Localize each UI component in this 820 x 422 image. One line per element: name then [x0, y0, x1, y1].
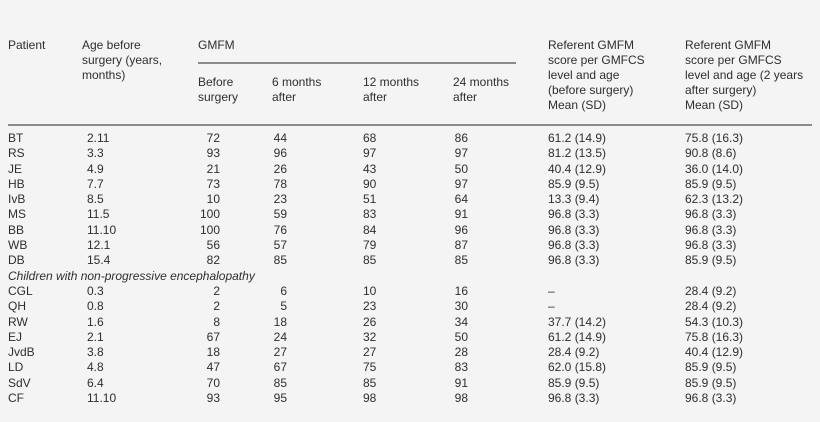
- header-line: (before surgery): [548, 83, 634, 97]
- gmfm-before-cell: 70: [206, 375, 220, 390]
- table-row: [0, 223, 820, 238]
- header-referent-before: [548, 38, 645, 113]
- header-before: [198, 75, 238, 105]
- gmfm-24-months-cell: 16: [454, 283, 468, 298]
- age-cell: 2.11: [87, 131, 110, 145]
- patient-cell: IvB: [8, 192, 26, 207]
- header-line: level and age: [548, 68, 620, 82]
- patient-cell: CF: [8, 391, 24, 406]
- age-cell: 1.6: [87, 314, 104, 329]
- patient-cell: JE: [8, 161, 23, 176]
- age-cell: 0.3: [87, 283, 104, 298]
- referent-before-cell: –: [548, 283, 555, 298]
- gmfm-6-months-cell: 5: [280, 299, 287, 314]
- referent-before-cell: 96.8 (3.3): [548, 238, 600, 253]
- patient-cell: RS: [8, 146, 25, 161]
- gmfm-6-months-cell: 59: [273, 207, 287, 222]
- gmfm-24-months-cell: 98: [454, 391, 468, 406]
- gmfm-6-months-cell: 78: [273, 176, 287, 191]
- referent-after-cell: 28.4 (9.2): [685, 283, 737, 298]
- header-line: after: [453, 90, 478, 104]
- gmfm-before-cell: 56: [206, 238, 220, 253]
- table-row: [0, 192, 820, 207]
- referent-after-cell: 40.4 (12.9): [685, 345, 744, 360]
- gmfm-24-months-cell: 87: [454, 238, 468, 253]
- gmfm-24-months-cell: 97: [454, 146, 468, 161]
- table-row: [0, 376, 820, 391]
- gmfm-24-months-cell: 28: [454, 345, 468, 360]
- referent-before-cell: –: [548, 299, 555, 314]
- subheading-row: [0, 269, 820, 284]
- gmfm-24-months-cell: 85: [454, 253, 468, 268]
- referent-before-cell: 61.2 (14.9): [548, 329, 607, 344]
- header-age: [82, 38, 162, 83]
- gmfm-12-months-cell: 79: [363, 238, 377, 253]
- age-cell: 11.10: [87, 391, 117, 406]
- patient-cell: MS: [8, 207, 26, 222]
- referent-before-cell: 61.2 (14.9): [548, 131, 607, 145]
- gmfm-24-months-cell: 86: [454, 131, 468, 145]
- header-line: after: [363, 90, 388, 104]
- table-row: [0, 253, 820, 268]
- referent-after-cell: 85.9 (9.5): [685, 375, 737, 390]
- gmfm-12-months-cell: 10: [363, 283, 377, 298]
- patient-cell: QH: [8, 299, 26, 314]
- patient-cell: CGL: [8, 283, 33, 298]
- patient-cell: LD: [8, 360, 24, 375]
- table-row: [0, 207, 820, 222]
- header-12-months: [363, 75, 419, 105]
- table-row: [0, 146, 820, 161]
- gmfm-12-months-cell: 43: [363, 161, 377, 176]
- referent-after-cell: 62.3 (13.2): [685, 192, 744, 207]
- age-cell: 0.8: [87, 299, 104, 314]
- table-row: [0, 345, 820, 360]
- header-line: score per GMFCS: [685, 53, 782, 67]
- referent-before-cell: 62.0 (15.8): [548, 360, 607, 375]
- table-row: [0, 360, 820, 375]
- gmfm-before-cell: 93: [206, 146, 220, 161]
- header-age-line: Age before: [82, 38, 141, 52]
- header-line: 6 months: [272, 75, 322, 89]
- gmfm-12-months-cell: 68: [363, 131, 377, 145]
- patient-cell: SdV: [8, 375, 31, 390]
- age-cell: 3.3: [87, 146, 104, 161]
- gmfm-12-months-cell: 97: [363, 146, 377, 161]
- gmfm-6-months-cell: 26: [273, 161, 287, 176]
- gmfm-12-months-cell: 90: [363, 176, 377, 191]
- gmfm-before-cell: 100: [199, 222, 220, 237]
- referent-before-cell: 96.8 (3.3): [548, 222, 600, 237]
- gmfm-before-cell: 72: [206, 131, 220, 145]
- data-table: [0, 131, 820, 406]
- gmfm-12-months-cell: 85: [363, 253, 377, 268]
- gmfm-24-months-cell: 50: [454, 329, 468, 344]
- gmfm-12-months-cell: 26: [363, 314, 377, 329]
- gmfm-24-months-cell: 91: [454, 207, 468, 222]
- gmfm-6-months-cell: 76: [273, 222, 287, 237]
- gmfm-12-months-cell: 98: [363, 391, 377, 406]
- referent-after-cell: 96.8 (3.3): [685, 391, 737, 406]
- patient-cell: EJ: [8, 329, 23, 344]
- gmfm-before-cell: 10: [206, 192, 220, 207]
- header-rule: [8, 124, 812, 126]
- gmfm-before-cell: 73: [206, 176, 220, 191]
- gmfm-24-months-cell: 97: [454, 176, 468, 191]
- patient-cell: HB: [8, 176, 25, 191]
- gmfm-6-months-cell: 23: [273, 192, 287, 207]
- header-gmfm: GMFM: [198, 38, 235, 52]
- age-cell: 15.4: [87, 253, 111, 268]
- header-line: Mean (SD): [685, 98, 744, 112]
- referent-after-cell: 36.0 (14.0): [685, 161, 744, 176]
- referent-after-cell: 54.3 (10.3): [685, 314, 744, 329]
- header-line: 24 months: [453, 75, 510, 89]
- table-row: [0, 162, 820, 177]
- table-row: [0, 391, 820, 406]
- gmfm-12-months-cell: 85: [363, 375, 377, 390]
- patient-cell: BB: [8, 222, 25, 237]
- table-row: [0, 177, 820, 192]
- header-line: after: [272, 90, 297, 104]
- header-24-months: [453, 75, 509, 105]
- age-cell: 8.5: [87, 192, 104, 207]
- gmfm-6-months-cell: 18: [273, 314, 287, 329]
- header-age-line: surgery (years,: [82, 53, 163, 67]
- referent-before-cell: 28.4 (9.2): [548, 345, 600, 360]
- header-line: Referent GMFM: [548, 38, 635, 52]
- gmfm-6-months-cell: 44: [273, 131, 287, 145]
- gmfm-12-months-cell: 32: [363, 329, 377, 344]
- header-line: Before: [198, 75, 234, 89]
- gmfm-before-cell: 2: [213, 299, 220, 314]
- gmfm-before-cell: 67: [206, 329, 220, 344]
- age-cell: 2.1: [87, 329, 104, 344]
- referent-after-cell: 96.8 (3.3): [685, 222, 737, 237]
- gmfm-12-months-cell: 75: [363, 360, 377, 375]
- header-line: surgery: [198, 90, 239, 104]
- gmfm-24-months-cell: 50: [454, 161, 468, 176]
- table-row: [0, 238, 820, 253]
- referent-after-cell: 75.8 (16.3): [685, 329, 744, 344]
- gmfm-before-cell: 8: [213, 314, 220, 329]
- header-line: after surgery): [685, 83, 757, 97]
- header-line: 12 months: [363, 75, 420, 89]
- referent-before-cell: 96.8 (3.3): [548, 207, 600, 222]
- gmfm-before-cell: 47: [206, 360, 220, 375]
- patient-cell: DB: [8, 253, 25, 268]
- header-patient: Patient: [8, 38, 46, 52]
- patient-cell: JvdB: [8, 345, 35, 360]
- table-row: [0, 315, 820, 330]
- age-cell: 6.4: [87, 375, 104, 390]
- gmfm-12-months-cell: 83: [363, 207, 377, 222]
- gmfm-before-cell: 2: [213, 283, 220, 298]
- referent-before-cell: 13.3 (9.4): [548, 192, 600, 207]
- referent-before-cell: 96.8 (3.3): [548, 253, 600, 268]
- age-cell: 7.7: [87, 176, 104, 191]
- age-cell: 4.9: [87, 161, 104, 176]
- referent-after-cell: 28.4 (9.2): [685, 299, 737, 314]
- gmfm-12-months-cell: 51: [363, 192, 377, 207]
- gmfm-6-months-cell: 67: [273, 360, 287, 375]
- gmfm-before-cell: 82: [206, 253, 220, 268]
- gmfm-before-cell: 18: [206, 345, 220, 360]
- table-row: [0, 330, 820, 345]
- header-referent-after: [685, 38, 803, 113]
- gmfm-6-months-cell: 95: [273, 391, 287, 406]
- gmfm-before-cell: 93: [206, 391, 220, 406]
- gmfm-24-months-cell: 30: [454, 299, 468, 314]
- gmfm-6-months-cell: 6: [280, 283, 287, 298]
- gmfm-24-months-cell: 91: [454, 375, 468, 390]
- referent-after-cell: 96.8 (3.3): [685, 207, 737, 222]
- gmfm-12-months-cell: 27: [363, 345, 377, 360]
- referent-after-cell: 96.8 (3.3): [685, 238, 737, 253]
- gmfm-before-cell: 21: [206, 161, 220, 176]
- referent-before-cell: 40.4 (12.9): [548, 161, 607, 176]
- age-cell: 3.8: [87, 345, 104, 360]
- header-line: Referent GMFM: [685, 38, 772, 52]
- table-row: [0, 284, 820, 299]
- gmfm-24-months-cell: 83: [454, 360, 468, 375]
- age-cell: 12.1: [87, 238, 111, 253]
- gmfm-24-months-cell: 64: [454, 192, 468, 207]
- gmfm-12-months-cell: 23: [363, 299, 377, 314]
- referent-after-cell: 85.9 (9.5): [685, 176, 737, 191]
- referent-before-cell: 85.9 (9.5): [548, 176, 600, 191]
- age-cell: 4.8: [87, 360, 104, 375]
- gmfm-6-months-cell: 24: [273, 329, 287, 344]
- gmfm-6-months-cell: 85: [273, 375, 287, 390]
- patient-cell: RW: [8, 314, 28, 329]
- gmfm-24-months-cell: 96: [454, 222, 468, 237]
- gmfm-6-months-cell: 57: [273, 238, 287, 253]
- gmfm-6-months-cell: 27: [273, 345, 287, 360]
- referent-after-cell: 85.9 (9.5): [685, 253, 737, 268]
- age-cell: 11.5: [87, 207, 110, 222]
- header-age-line: months): [82, 68, 126, 82]
- table-row: [0, 131, 820, 146]
- referent-before-cell: 37.7 (14.2): [548, 314, 607, 329]
- referent-before-cell: 85.9 (9.5): [548, 375, 600, 390]
- gmfm-6-months-cell: 85: [273, 253, 287, 268]
- gmfm-6-months-cell: 96: [273, 146, 287, 161]
- referent-before-cell: 96.8 (3.3): [548, 391, 600, 406]
- referent-after-cell: 75.8 (16.3): [685, 131, 744, 145]
- gmfm-24-months-cell: 34: [454, 314, 468, 329]
- referent-after-cell: 90.8 (8.6): [685, 146, 737, 161]
- referent-before-cell: 81.2 (13.5): [548, 146, 607, 161]
- referent-after-cell: 85.9 (9.5): [685, 360, 737, 375]
- patient-cell: WB: [8, 238, 28, 253]
- age-cell: 11.10: [87, 222, 117, 237]
- gmfm-rule: [198, 62, 516, 64]
- header-line: score per GMFCS: [548, 53, 645, 67]
- gmfm-before-cell: 100: [199, 207, 220, 222]
- table-row: [0, 299, 820, 314]
- header-line: level and age (2 years: [685, 68, 804, 82]
- header-6-months: [272, 75, 321, 105]
- patient-cell: BT: [8, 131, 24, 145]
- group-subheading: Children with non-progressive encephalopathy: [8, 268, 255, 283]
- header-line: Mean (SD): [548, 98, 607, 112]
- gmfm-12-months-cell: 84: [363, 222, 377, 237]
